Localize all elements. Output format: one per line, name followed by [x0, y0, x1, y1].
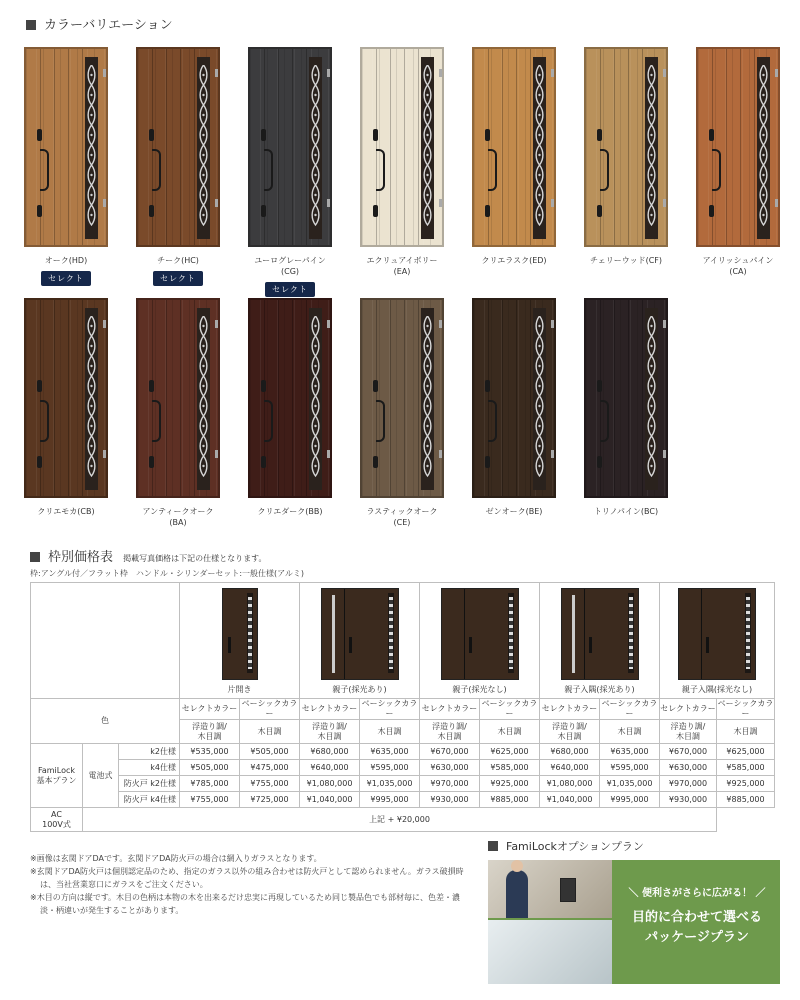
- price-cell: ¥725,000: [240, 792, 300, 808]
- price-cell: ¥505,000: [180, 760, 240, 776]
- price-table: [30, 582, 775, 832]
- price-cell: ¥625,000: [480, 744, 540, 760]
- intercom-photo: [488, 860, 612, 918]
- spec-label: k4仕様: [119, 760, 180, 776]
- price-cell: ¥970,000: [420, 776, 480, 792]
- door-image: [360, 47, 444, 247]
- door-color-item: [584, 47, 668, 266]
- price-cell: ¥585,000: [480, 760, 540, 776]
- heading-square-icon: [26, 20, 36, 30]
- door-image: [24, 298, 108, 498]
- select-badge: セレクト: [153, 271, 203, 286]
- door-color-item: [136, 298, 220, 528]
- door-image: [136, 47, 220, 247]
- door-image: [136, 298, 220, 498]
- door-color-item: [360, 298, 444, 528]
- price-cell: ¥670,000: [660, 744, 717, 760]
- door-color-item: [584, 298, 668, 517]
- door-image: [248, 47, 332, 247]
- price-cell: ¥885,000: [717, 792, 775, 808]
- door-image: [24, 47, 108, 247]
- ac-label: AC 100V式: [31, 808, 83, 832]
- table-row: [31, 744, 775, 760]
- door-image: [472, 298, 556, 498]
- table-row: [31, 792, 775, 808]
- banner-tagline: ＼ 便利さがさらに広がる！ ／: [628, 888, 766, 899]
- price-cell: ¥680,000: [300, 744, 360, 760]
- price-cell: ¥630,000: [660, 760, 717, 776]
- door-type-corner-noglass: 親子入隅(採光なし): [660, 583, 775, 699]
- price-cell: ¥1,035,000: [360, 776, 420, 792]
- select-finish: 浮造り調/ 木目調: [540, 720, 600, 744]
- price-cell: ¥1,080,000: [300, 776, 360, 792]
- door-image: [248, 298, 332, 498]
- option-plan-banner[interactable]: [488, 860, 780, 984]
- price-cell: ¥670,000: [420, 744, 480, 760]
- door-color-item: [24, 298, 108, 517]
- basic-color-header: ベーシックカラー: [240, 699, 300, 720]
- spec-note: 枠:アングル付／フラット枠 ハンドル・シリンダーセット:一般仕様(アルミ): [30, 569, 304, 578]
- door-image: [360, 298, 444, 498]
- table-row: [31, 760, 775, 776]
- price-cell: ¥925,000: [717, 776, 775, 792]
- door-color-name: オーク(HD): [44, 256, 88, 265]
- price-cell: ¥535,000: [180, 744, 240, 760]
- basic-finish: 木目調: [240, 720, 300, 744]
- price-cell: ¥995,000: [360, 792, 420, 808]
- price-cell: ¥595,000: [360, 760, 420, 776]
- door-color-item: [24, 47, 108, 286]
- price-cell: ¥640,000: [300, 760, 360, 776]
- select-color-header: セレクトカラー: [180, 699, 240, 720]
- price-cell: ¥1,035,000: [600, 776, 660, 792]
- door-color-name: クリエダーク(BB): [257, 507, 323, 516]
- price-cell: ¥930,000: [420, 792, 480, 808]
- price-cell: ¥475,000: [240, 760, 300, 776]
- door-color-item: [136, 47, 220, 286]
- spec-label: 防火戸 k2仕様: [119, 776, 180, 792]
- monitor-photo: [488, 920, 612, 984]
- ac-price: 上記 + ¥20,000: [83, 808, 717, 832]
- price-cell: ¥505,000: [240, 744, 300, 760]
- basic-color-header: ベーシックカラー: [480, 699, 540, 720]
- select-badge: セレクト: [41, 271, 91, 286]
- door-color-item: [360, 47, 444, 277]
- door-color-item: [472, 298, 556, 517]
- banner-headline-2: パッケージプラン: [645, 930, 749, 945]
- banner-headline-1: 目的に合わせて選べる: [631, 910, 762, 925]
- door-color-name: アンティークオーク (BA): [142, 507, 214, 527]
- basic-color-header: ベーシックカラー: [717, 699, 774, 718]
- price-cell: ¥930,000: [660, 792, 717, 808]
- select-finish: 浮造り調/ 木目調: [660, 720, 717, 744]
- heading-square-icon: [488, 841, 498, 851]
- door-type-pair-noglass: 親子(採光なし): [420, 583, 540, 699]
- door-color-name: チェリーウッド(CF): [589, 256, 663, 265]
- door-image: [696, 47, 780, 247]
- door-type-single: 片開き: [180, 583, 300, 699]
- spec-label: k2仕様: [119, 744, 180, 760]
- footnote: ※玄関ドアDA防火戸は個別認定品のため、指定のガラス以外の組み合わせは防火戸として認められません。ガラス破損時は、当社営業窓口にガラスをご注文ください。: [30, 867, 464, 889]
- door-color-item: [248, 47, 332, 297]
- price-cell: ¥630,000: [420, 760, 480, 776]
- door-color-item: [472, 47, 556, 266]
- basic-finish: 木目調: [360, 720, 420, 744]
- footnote: ※木目の方向は縦です。木目の色柄は本物の木を出来るだけ忠実に再現しているため同じ製品色でも部材毎に、色差・濃淡・柄違いが発生することがあります。: [30, 893, 461, 915]
- select-color-header: セレクトカラー: [660, 699, 717, 720]
- select-color-header: セレクトカラー: [300, 699, 360, 720]
- price-cell: ¥925,000: [480, 776, 540, 792]
- door-color-name: アイリッシュパイン(CA): [702, 256, 774, 276]
- price-cell: ¥785,000: [180, 776, 240, 792]
- option-plan-heading: FamiLockオプションプラン: [488, 838, 644, 854]
- basic-finish: 木目調: [480, 720, 540, 744]
- heading-square-icon: [30, 552, 40, 562]
- plan-label: FamiLock 基本プラン: [31, 744, 83, 808]
- price-cell: ¥970,000: [660, 776, 717, 792]
- battery-label: 電池式: [83, 744, 119, 808]
- door-color-name: ラスティックオーク (CE): [366, 507, 438, 527]
- price-cell: ¥585,000: [717, 760, 775, 776]
- price-table-heading: 枠別価格表 掲載写真価格は下記の仕様となります。: [30, 546, 267, 565]
- price-cell: ¥1,040,000: [300, 792, 360, 808]
- select-color-header: セレクトカラー: [420, 699, 480, 720]
- price-cell: ¥755,000: [180, 792, 240, 808]
- price-cell: ¥640,000: [540, 760, 600, 776]
- door-color-item: [248, 298, 332, 517]
- door-color-name: クリエラスク(ED): [481, 256, 547, 265]
- select-finish: 浮造り調/ 木目調: [180, 720, 240, 744]
- door-color-name: クリエモカ(CB): [37, 507, 95, 516]
- price-cell: ¥885,000: [480, 792, 540, 808]
- door-color-name: トリノパイン(BC): [593, 507, 659, 516]
- basic-finish: 木目調: [717, 720, 775, 744]
- select-finish: 浮造り調/ 木目調: [420, 720, 480, 744]
- price-cell: ¥1,040,000: [540, 792, 600, 808]
- door-color-name: チーク(HC): [157, 256, 199, 265]
- door-color-name: エクリュアイボリー (EA): [366, 256, 438, 276]
- spec-label: 防火戸 k4仕様: [119, 792, 180, 808]
- table-corner: [31, 583, 180, 699]
- door-type-pair-glass: 親子(採光あり): [300, 583, 420, 699]
- color-label: 色: [31, 699, 180, 744]
- select-color-header: セレクトカラー: [540, 699, 600, 720]
- price-cell: ¥625,000: [717, 744, 775, 760]
- table-row: [31, 776, 775, 792]
- door-color-name: ユーログレーパイン(CG): [254, 256, 326, 276]
- footnote: ※画像は玄関ドアDAです。玄関ドアDA防火戸の場合は網入りガラスとなります。: [30, 854, 322, 863]
- door-image: [584, 298, 668, 498]
- color-variation-heading: カラーバリエーション: [26, 14, 173, 33]
- select-finish: 浮造り調/ 木目調: [300, 720, 360, 744]
- price-cell: ¥635,000: [600, 744, 660, 760]
- price-cell: ¥595,000: [600, 760, 660, 776]
- door-color-name: ゼンオーク(BE): [485, 507, 543, 516]
- select-badge: セレクト: [265, 282, 315, 297]
- basic-finish: 木目調: [600, 720, 660, 744]
- door-color-item: [696, 47, 780, 277]
- price-cell: ¥995,000: [600, 792, 660, 808]
- footnotes: [30, 852, 470, 917]
- door-type-corner-glass: 親子入隅(採光あり): [540, 583, 660, 699]
- basic-color-header: ベーシックカラー: [600, 699, 660, 720]
- basic-color-header: ベーシックカラー: [360, 699, 420, 720]
- price-cell: ¥635,000: [360, 744, 420, 760]
- price-cell: ¥1,080,000: [540, 776, 600, 792]
- price-cell: ¥755,000: [240, 776, 300, 792]
- price-cell: ¥680,000: [540, 744, 600, 760]
- door-image: [584, 47, 668, 247]
- door-image: [472, 47, 556, 247]
